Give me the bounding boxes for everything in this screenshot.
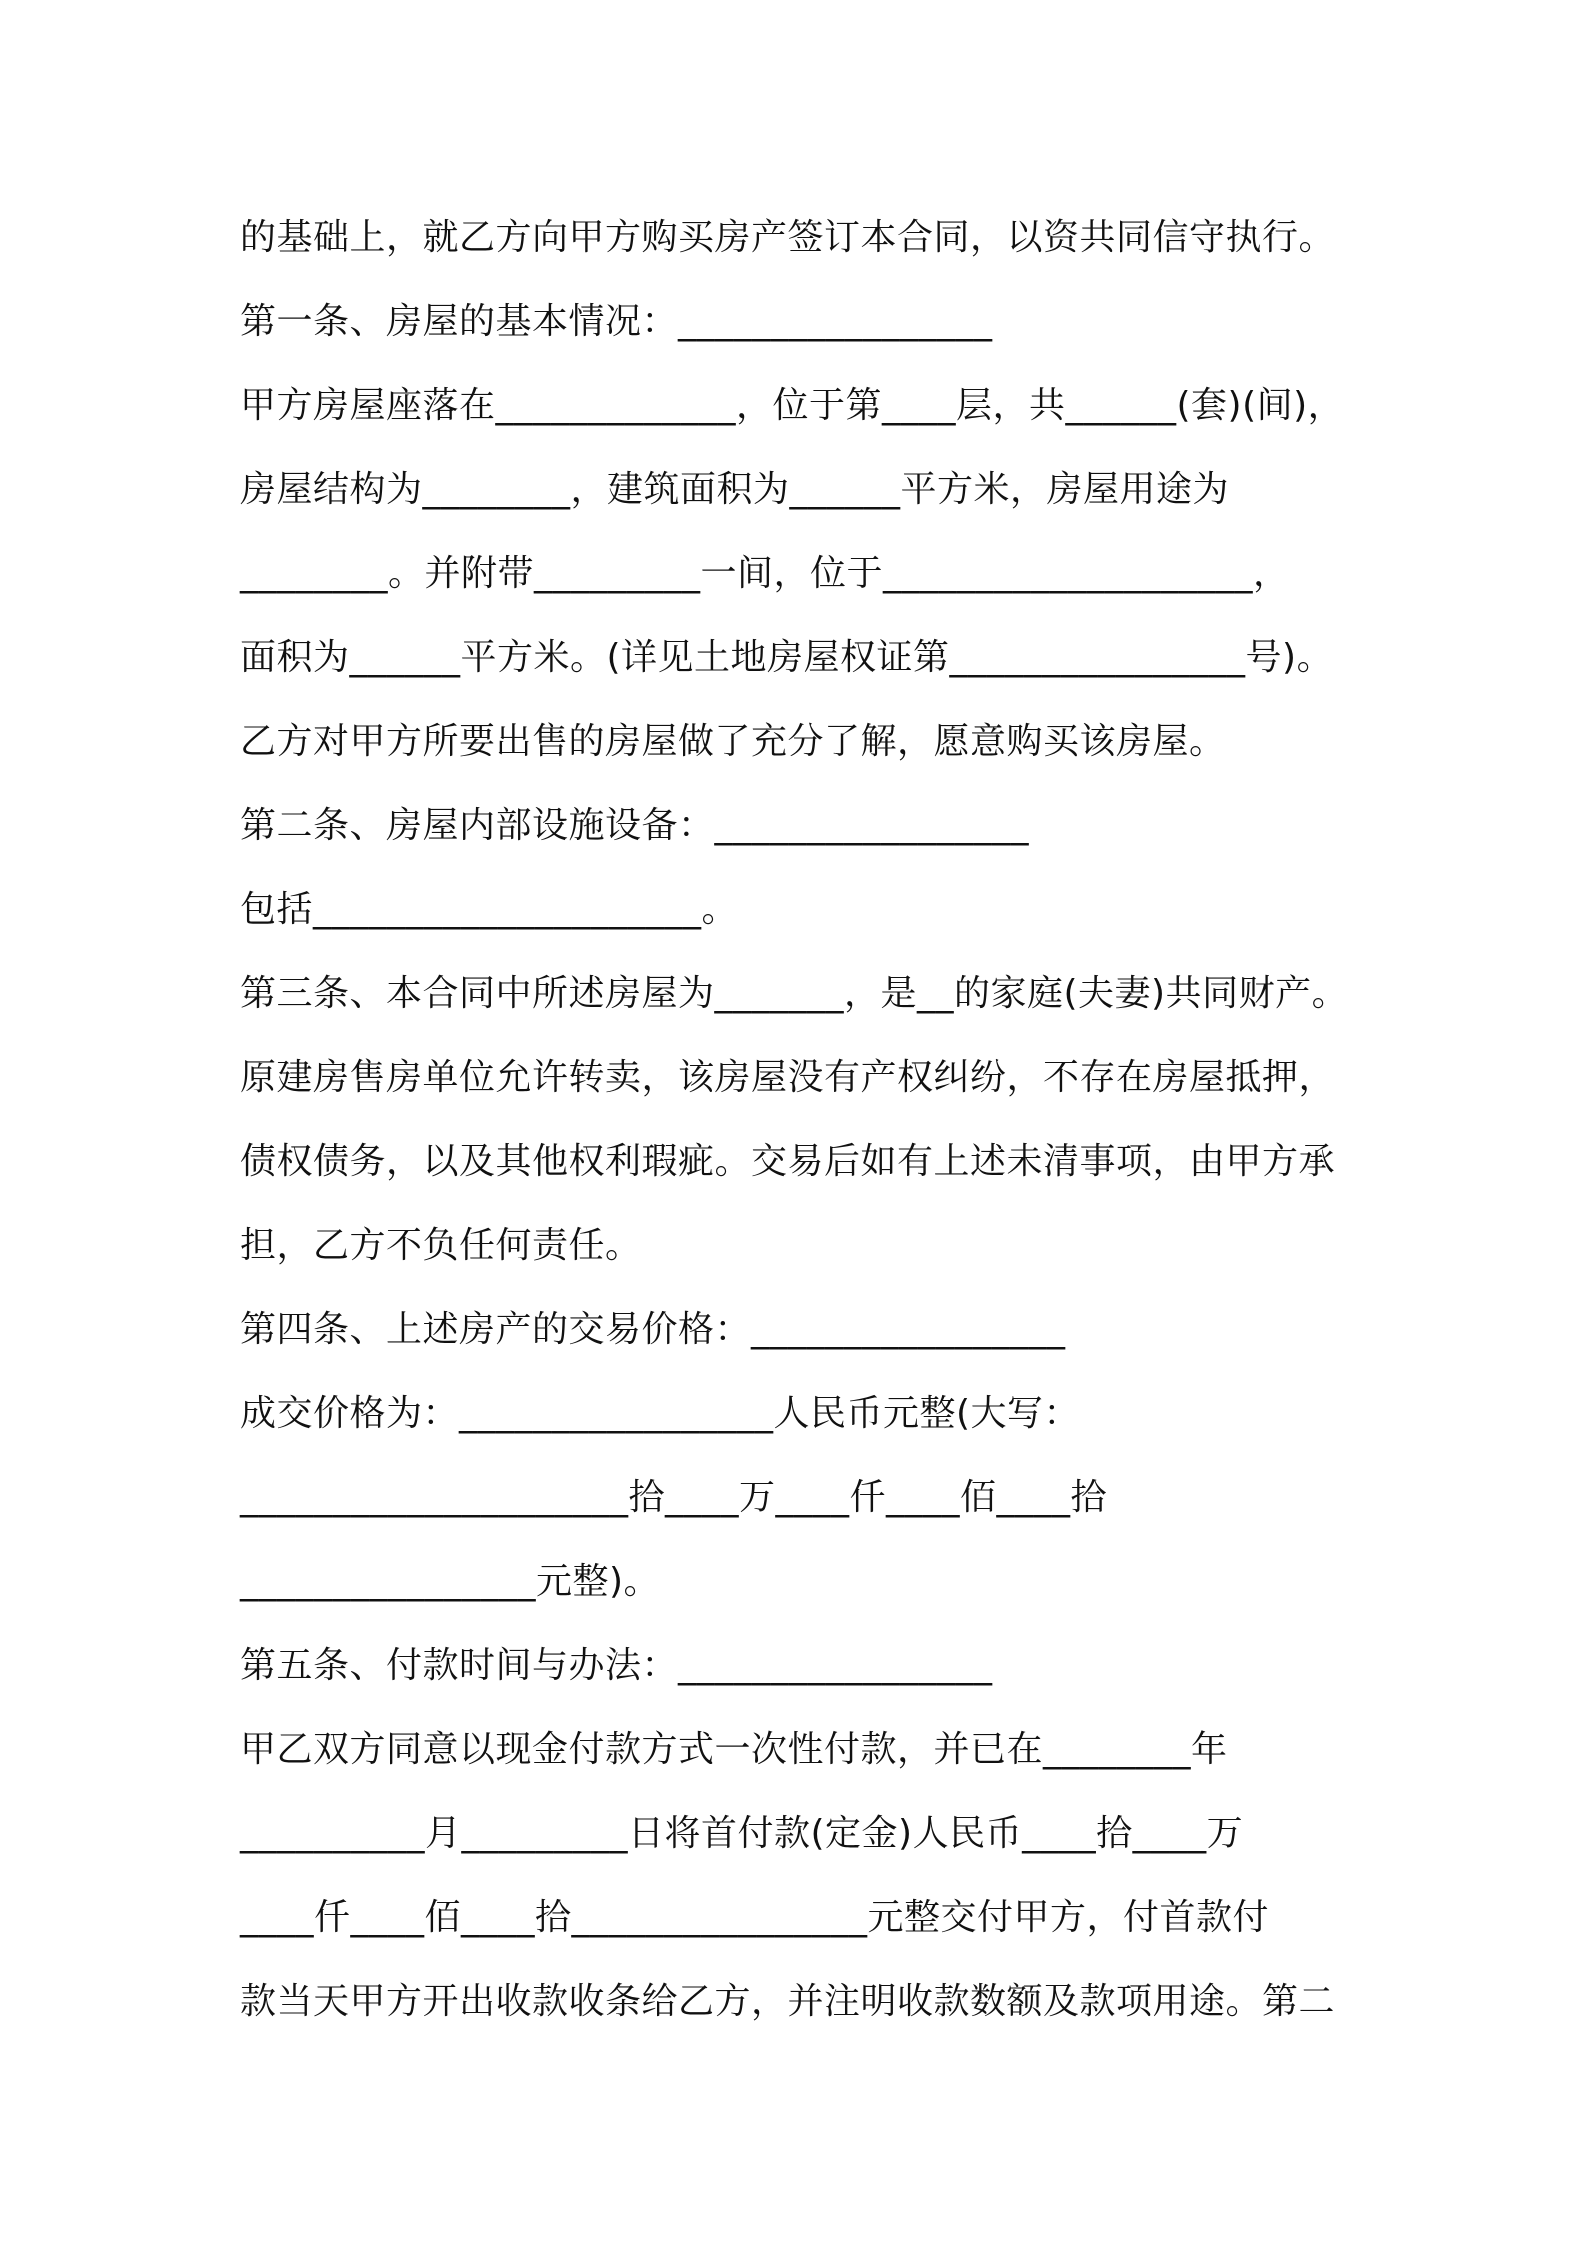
text-line-15: 成交价格为：_________________人民币元整(大写： <box>240 1393 1081 1434</box>
text-line-16: _____________________拾____万____仟____佰____拾 <box>240 1477 1107 1518</box>
article-5-heading: 第五条、付款时间与办法：_________________ <box>240 1645 993 1686</box>
article-2-heading: 第二条、房屋内部设施设备：_________________ <box>240 805 1030 846</box>
article-4-heading: 第四条、上述房产的交易价格：_________________ <box>240 1309 1066 1350</box>
text-line-20: __________月_________日将首付款(定金)人民币____拾____万 <box>240 1813 1244 1854</box>
article-1-heading: 第一条、房屋的基本情况：_________________ <box>240 301 993 342</box>
text-line-3: 甲方房屋座落在_____________，位于第____层，共______(套)(间)， <box>240 385 1345 426</box>
text-line-19: 甲乙双方同意以现金付款方式一次性付款，并已在________年 <box>240 1729 1228 1770</box>
text-line-21: ____仟____佰____拾________________元整交付甲方，付首款付 <box>240 1897 1270 1938</box>
text-line-7: 乙方对甲方所要出售的房屋做了充分了解，愿意购买该房屋。 <box>240 721 1226 762</box>
text-line-5: ________。并附带_________一间，位于____________________， <box>240 553 1290 594</box>
text-line-17: ________________元整)。 <box>240 1561 661 1602</box>
contract-text <box>240 196 1380 2044</box>
text-line-13: 担，乙方不负任何责任。 <box>240 1225 642 1266</box>
text-line-1: 的基础上，就乙方向甲方购买房产签订本合同，以资共同信守执行。 <box>240 217 1336 258</box>
text-line-9: 包括_____________________。 <box>240 889 739 930</box>
text-line-6: 面积为______平方米。(详见土地房屋权证第________________号)。 <box>240 637 1334 678</box>
text-line-4: 房屋结构为________，建筑面积为______平方米，房屋用途为 <box>240 469 1230 510</box>
article-3-text: 第三条、本合同中所述房屋为_______，是__的家庭(夫妻)共同财产。 <box>240 973 1349 1014</box>
text-line-22: 款当天甲方开出收款收条给乙方，并注明收款数额及款项用途。第二 <box>240 1981 1336 2022</box>
text-line-12: 债权债务，以及其他权利瑕疵。交易后如有上述未清事项，由甲方承 <box>240 1141 1336 1182</box>
text-line-11: 原建房售房单位允许转卖，该房屋没有产权纠纷，不存在房屋抵押， <box>240 1057 1336 1098</box>
